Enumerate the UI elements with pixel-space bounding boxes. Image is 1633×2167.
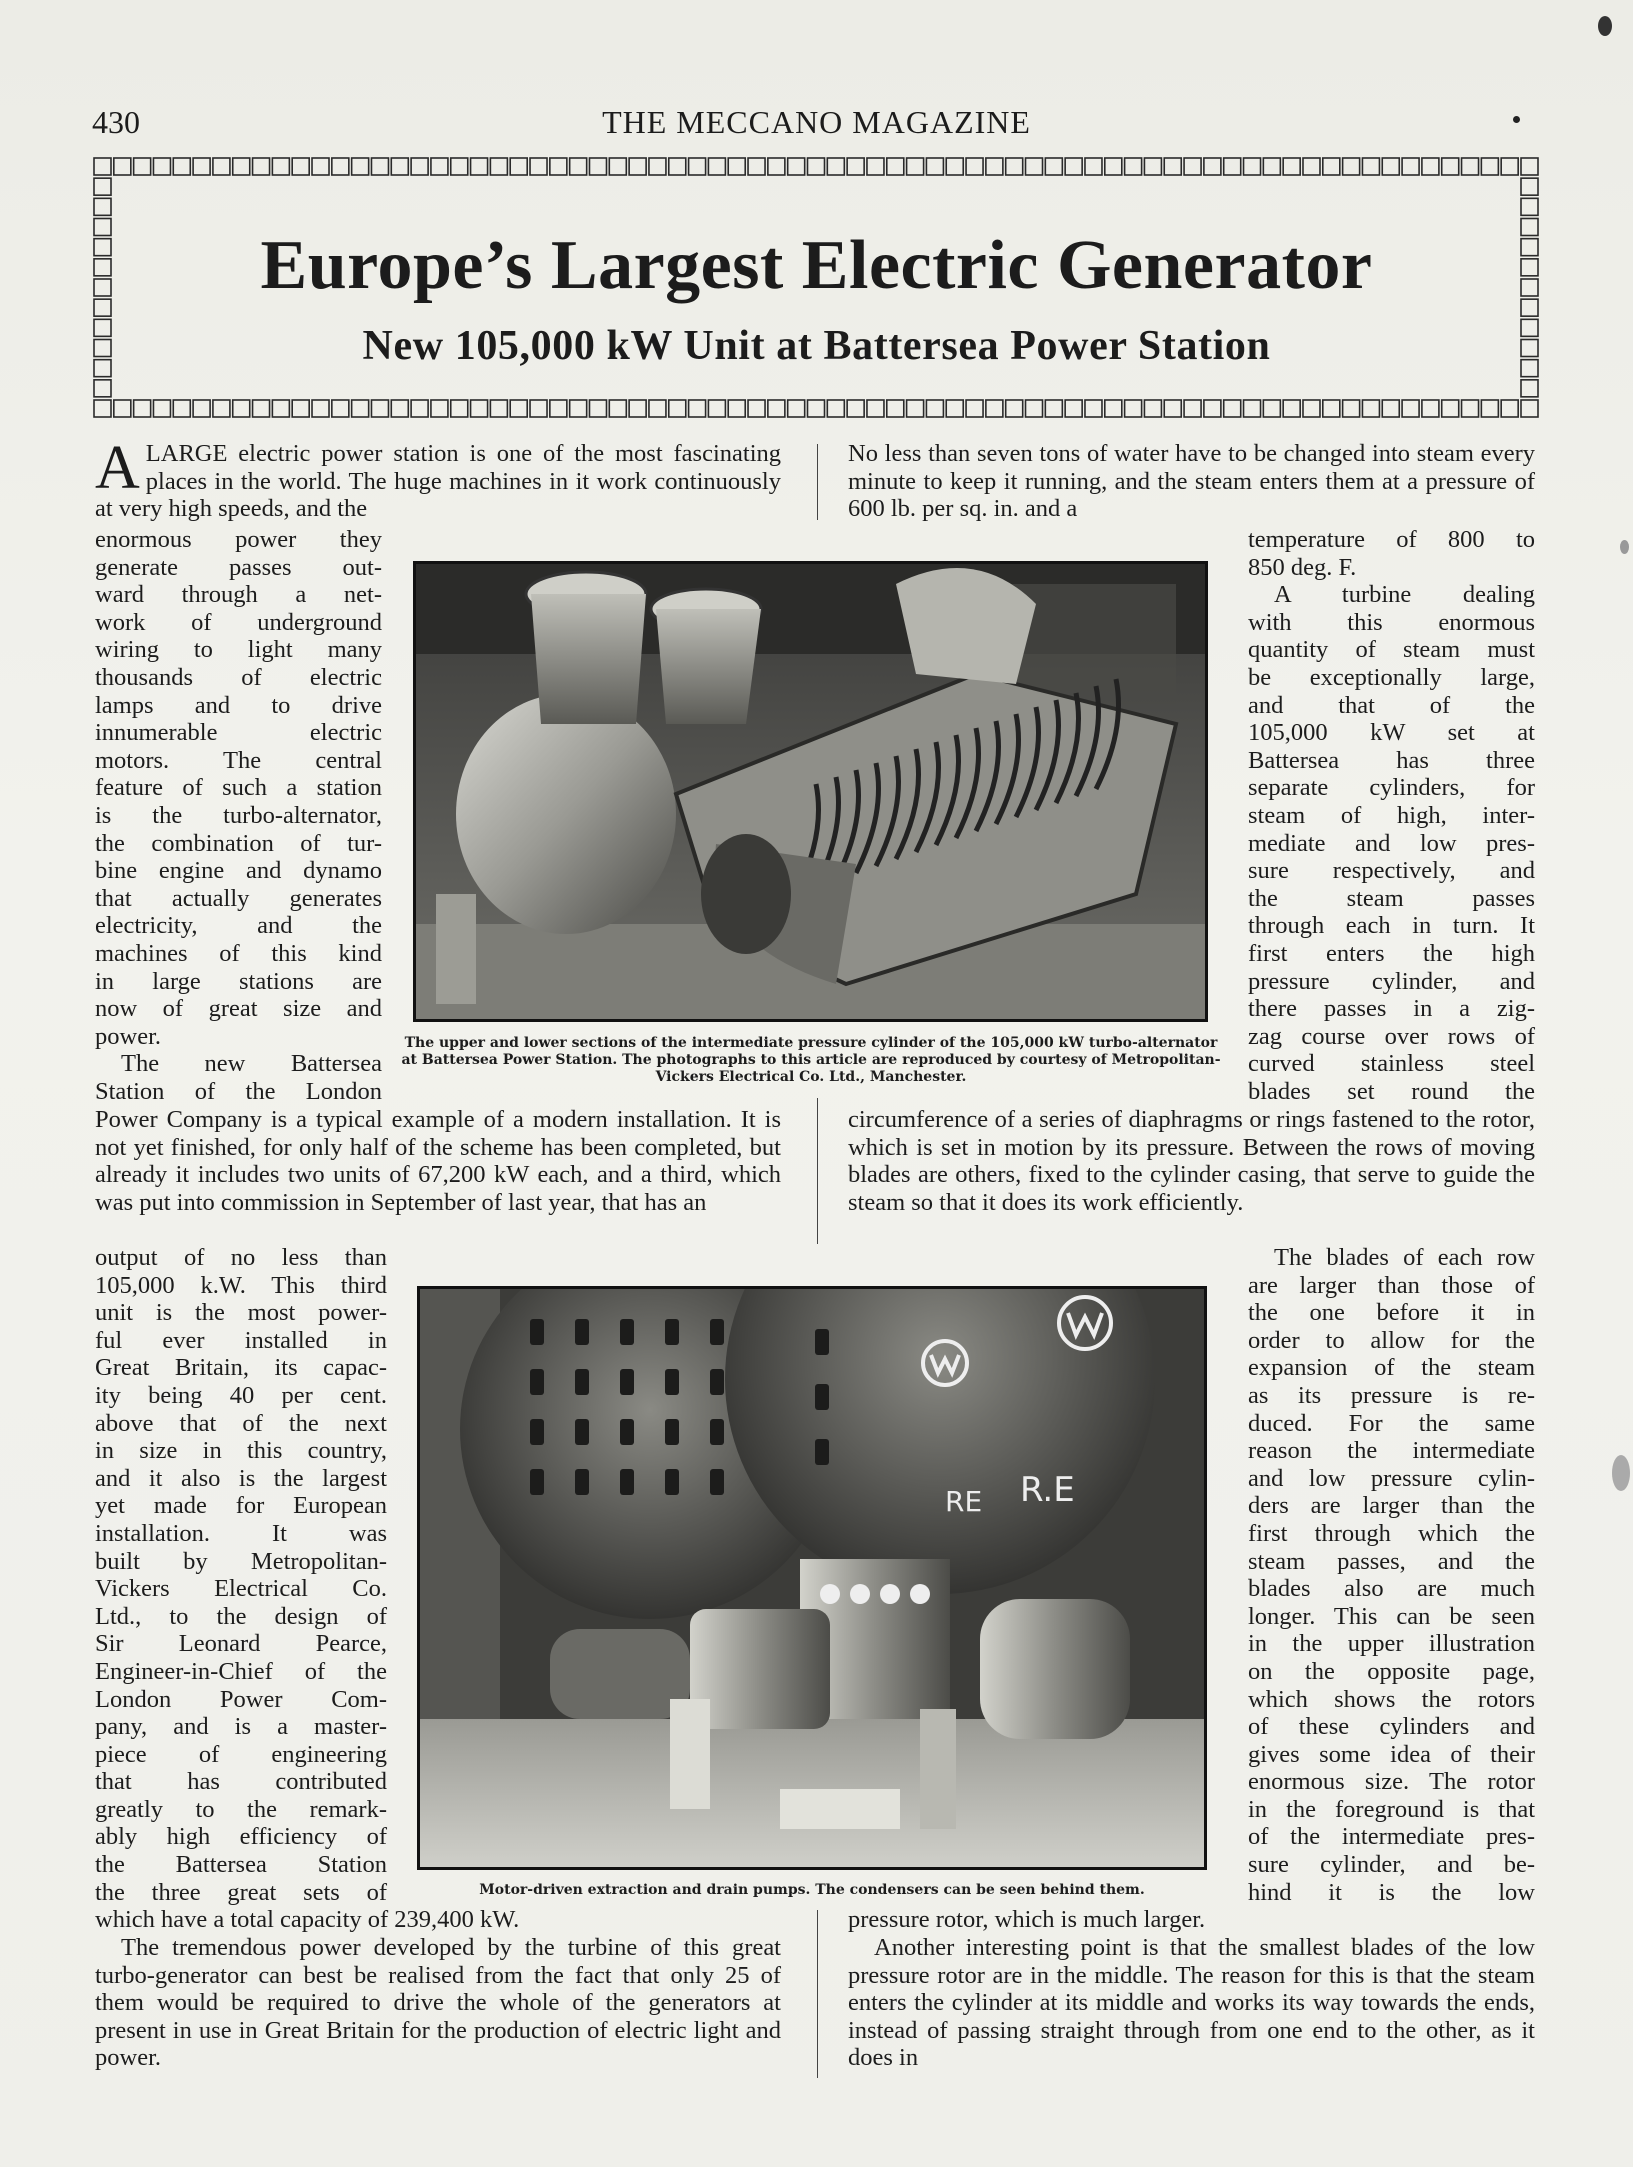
col1-a-line: bine engine and dynamo	[95, 857, 382, 885]
col1-intro-text: LARGE electric power station is one of the most fascinating places in the world. The huge machines in it work continuously at very high speeds, and the	[95, 440, 781, 523]
col2-b-line: duced. For the same	[1248, 1409, 1535, 1437]
col1-b-line: Engineer-in-Chief of the	[95, 1657, 387, 1685]
col1-a-line: generate passes out-	[95, 553, 382, 581]
col1-b-line: installation. It was	[95, 1519, 387, 1547]
col2-a-line: 850 deg. F.	[1248, 553, 1357, 581]
col2-b-line: longer. This can be seen	[1248, 1602, 1535, 1630]
col1-b-line: built by Metropolitan-	[95, 1547, 387, 1575]
col2-b-line: of these cylinders and	[1248, 1713, 1535, 1741]
col2-narrow-text-b	[1248, 1244, 1535, 1906]
col2-a-line: blades set round the	[1248, 1077, 1535, 1105]
col2-wide-text-a: circumference of a series of diaphragms or rings fastened to the rotor, which is set in motion by its pressure. Between the rows of moving blades are others, fixed to the cylinder casing, that serve to guide the steam so that it does its work efficiently.	[848, 1106, 1535, 1216]
col2-b-line: sure cylinder, and be-	[1248, 1851, 1535, 1879]
tank-marking-re: RE	[945, 1485, 983, 1518]
col2-narrow-text-a	[1248, 526, 1535, 1105]
col1-b-line: ful ever installed in	[95, 1326, 387, 1354]
col2-a-line: curved stainless steel	[1248, 1050, 1535, 1078]
col1-b-line: ably high efficiency of	[95, 1823, 387, 1851]
col1-wide-text-b: which have a total capacity of 239,400 kW.	[95, 1906, 520, 1933]
col1-b-line: the Battersea Station	[95, 1851, 387, 1879]
col2-b-line: The blades of each row	[1274, 1244, 1535, 1271]
col1-top-block	[95, 434, 781, 523]
col2-top-block: No less than seven tons of water have to be changed into steam every minute to keep it running, and the steam enters them at a pressure of 600 lb. per sq. in. and a	[848, 440, 1535, 523]
top-photo-caption: The upper and lower sections of the intermediate pressure cylinder of the 105,000 kW turbo-alternator at Battersea Power Station. The photographs to this article are reproduced by courtesy of Metropolitan-Vickers Electrical Co. Ltd., Manchester.	[401, 1035, 1221, 1085]
col2-b-line: the one before it in	[1248, 1299, 1535, 1327]
col2-b-line: which shows the rotors	[1248, 1685, 1535, 1713]
col1-a-line: power.	[95, 1022, 161, 1050]
col1-a-line: Station of the London	[95, 1077, 382, 1105]
col2-a-line: separate cylinders, for	[1248, 774, 1535, 802]
col2-b-line: steam passes, and the	[1248, 1547, 1535, 1575]
col2-b-line: gives some idea of their	[1248, 1740, 1535, 1768]
col2-a-line: first enters the high	[1248, 939, 1535, 967]
col2-wide-text-b: pressure rotor, which is much larger.	[848, 1906, 1206, 1933]
col1-b-line: Great Britain, its capac-	[95, 1354, 387, 1382]
col1-a-line: machines of this kind	[95, 939, 382, 967]
column-rule-middle	[817, 1098, 818, 1244]
col2-a-line: quantity of steam must	[1248, 636, 1535, 664]
col1-b-line: the three great sets of	[95, 1878, 387, 1906]
page-number: 430	[92, 104, 140, 140]
col2-a-line: temperature of 800 to	[1248, 526, 1535, 553]
col1-a-line: electricity, and the	[95, 912, 382, 940]
col1-b-line: pany, and is a master-	[95, 1713, 387, 1741]
bottom-photo-caption: Motor-driven extraction and drain pumps. The condensers can be seen behind them.	[479, 1882, 1145, 1898]
col1-a-line: motors. The central	[95, 746, 382, 774]
headline: Europe’s Largest Electric Generator	[260, 227, 1373, 304]
col1-a-line: the combination of tur-	[95, 829, 382, 857]
turbine-cylinder-illustration	[416, 564, 1205, 1019]
col2-a-line: through each in turn. It	[1248, 912, 1535, 940]
page-blemish	[1598, 16, 1612, 36]
turbine-cylinder-photo	[413, 561, 1208, 1022]
col2-a-line: 105,000 kW set at	[1248, 719, 1535, 747]
col1-a-line: feature of such a station	[95, 774, 382, 802]
column-rule-bottom	[817, 1910, 818, 2078]
header-ornament	[1513, 116, 1520, 123]
drop-cap: A	[95, 434, 140, 502]
col2-a-line: with this enormous	[1248, 608, 1535, 636]
col1-b-line: that has contributed	[95, 1768, 387, 1796]
col2-b-line: order to allow for the	[1248, 1326, 1535, 1354]
col2-b-line: first through which the	[1248, 1519, 1535, 1547]
col1-b-line: ity being 40 per cent.	[95, 1381, 387, 1409]
col1-narrow-text-a	[95, 526, 382, 1105]
col1-a-line: now of great size and	[95, 995, 382, 1023]
col2-b-line: expansion of the steam	[1248, 1354, 1535, 1382]
col1-a-line: in large stations are	[95, 967, 382, 995]
pumps-photo	[417, 1286, 1207, 1870]
col2-wide-text-c: Another interesting point is that the smallest blades of the low pressure rotor are in the middle. The reason for this is that the steam enters the cylinder at its middle and works its way towards the ends, instead of passing straight through from one end to the other, as it does in	[848, 1934, 1535, 2072]
col2-b-line: of the intermediate pres-	[1248, 1823, 1535, 1851]
col1-b-line: yet made for European	[95, 1492, 387, 1520]
col1-a-line: enormous power they	[95, 526, 382, 553]
col2-b-line: on the opposite page,	[1248, 1657, 1535, 1685]
tank-marking-re-right: R.E	[1020, 1470, 1075, 1510]
col1-a-line: is the turbo-alternator,	[95, 801, 382, 829]
col2-a-line: the steam passes	[1248, 884, 1535, 912]
col1-b-line: unit is the most power-	[95, 1299, 387, 1327]
col1-b-line: output of no less than	[95, 1244, 387, 1271]
col2-b-line: enormous size. The rotor	[1248, 1768, 1535, 1796]
col2-a-line: mediate and low pres-	[1248, 829, 1535, 857]
col1-b-line: piece of engineering	[95, 1740, 387, 1768]
col2-a-line: Battersea has three	[1248, 746, 1535, 774]
col2-b-line: are larger than those of	[1248, 1271, 1535, 1299]
col2-b-line: in the foreground is that	[1248, 1795, 1535, 1823]
col1-b-line: above that of the next	[95, 1409, 387, 1437]
column-rule-top	[817, 444, 818, 520]
col2-b-line: blades also are much	[1248, 1575, 1535, 1603]
col2-b-line: as its pressure is re-	[1248, 1381, 1535, 1409]
col2-a-line: steam of high, inter-	[1248, 801, 1535, 829]
col1-b-line: London Power Com-	[95, 1685, 387, 1713]
col2-a-line: and that of the	[1248, 691, 1535, 719]
col2-b-line: reason the intermediate	[1248, 1437, 1535, 1465]
col2-a-line: A turbine dealing	[1274, 581, 1535, 609]
col2-a-line: pressure cylinder, and	[1248, 967, 1535, 995]
col1-a-line: ward through a net-	[95, 581, 382, 609]
col1-wide-text-c: The tremendous power developed by the turbine of this great turbo-generator can best be realised from the fact that only 25 of them would be required to drive the whole of the generators at present in use in Great Britain for the production of electric light and power.	[95, 1934, 781, 2072]
col1-b-line: greatly to the remark-	[95, 1795, 387, 1823]
col1-b-line: and it also is the largest	[95, 1464, 387, 1492]
col1-narrow-text-b	[95, 1244, 387, 1906]
col1-a-line: wiring to light many	[95, 636, 382, 664]
col1-a-line: thousands of electric	[95, 663, 382, 691]
col1-b-line: Ltd., to the design of	[95, 1602, 387, 1630]
pumps-illustration	[420, 1289, 1204, 1867]
col1-a-line: that actually generates	[95, 884, 382, 912]
col2-b-line: in the upper illustration	[1248, 1630, 1535, 1658]
col1-b-line: Vickers Electrical Co.	[95, 1575, 387, 1603]
col1-a-line: lamps and to drive	[95, 691, 382, 719]
col2-b-line: and low pressure cylin-	[1248, 1464, 1535, 1492]
col1-a-line: The new Battersea	[121, 1050, 382, 1078]
page-blemish	[1612, 1455, 1630, 1491]
col1-a-line: work of underground	[95, 608, 382, 636]
col1-b-line: in size in this country,	[95, 1437, 387, 1465]
col1-b-line: 105,000 k.W. This third	[95, 1271, 387, 1299]
col1-b-line: Sir Leonard Pearce,	[95, 1630, 387, 1658]
magazine-title: THE MECCANO MAGAZINE	[602, 104, 1031, 140]
col2-a-line: zag course over rows of	[1248, 1022, 1535, 1050]
col2-a-line: be exceptionally large,	[1248, 663, 1535, 691]
col2-a-line: sure respectively, and	[1248, 857, 1535, 885]
col2-a-line: there passes in a zig-	[1248, 995, 1535, 1023]
subheadline: New 105,000 kW Unit at Battersea Power Station	[362, 323, 1271, 369]
col2-b-line: ders are larger than the	[1248, 1492, 1535, 1520]
page-blemish	[1620, 540, 1629, 554]
col2-b-line: hind it is the low	[1248, 1878, 1535, 1906]
col1-a-line: innumerable electric	[95, 719, 382, 747]
col1-wide-text-a: Power Company is a typical example of a modern installation. It is not yet finished, for only half of the scheme has been completed, but already it includes two units of 67,200 kW each, and a third, which was put into commission in September of last year, that has an	[95, 1106, 781, 1216]
